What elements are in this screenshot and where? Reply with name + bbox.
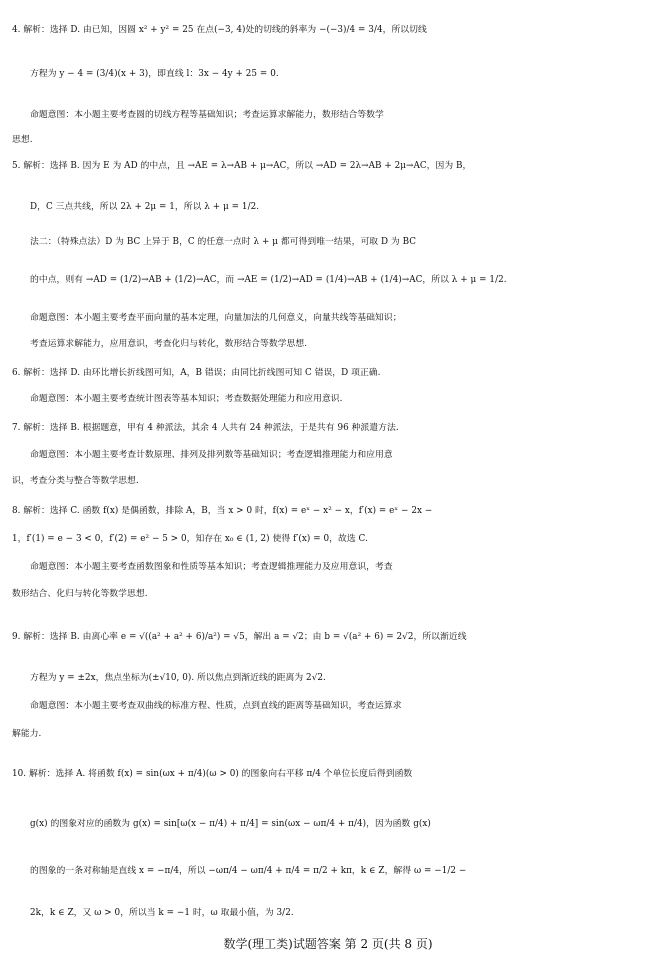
answer-line: 4. 解析：选择 D. 由已知，因圆 x² + y² = 25 在点(−3, 4)处的切线的斜率为 −(−3)/4 = 3/4，所以切线 xyxy=(12,25,427,35)
answer-line: 6. 解析：选择 D. 由环比增长折线图可知，A，B 错误；由同比折线图可知 C 错误，D 项正确. xyxy=(12,368,381,378)
page-footer: 数学(理工类)试题答案 第 2 页(共 8 页) xyxy=(223,937,433,951)
intent-line: 命题意图：本小题主要考查计数原理、排列及排列数等基础知识；考查逻辑推理能力和应用意 xyxy=(30,450,393,460)
answer-line: 的中点，则有 →AD = (1/2)→AB + (1/2)→AC，而 →AE = (1/2)→AD = (1/4)→AB + (1/4)→AC，所以 λ + μ = 1/2. xyxy=(30,275,507,285)
intent-line: 命题意图：本小题主要考查圆的切线方程等基础知识；考查运算求解能力，数形结合等数学 xyxy=(30,110,384,120)
answer-line: 方程为 y = ±2x，焦点坐标为(±√10, 0). 所以焦点到渐近线的距离为 2√2. xyxy=(30,673,326,683)
answer-line: 9. 解析：选择 B. 由离心率 e = √((a² + a² + 6)/a²) = √5，解出 a = √2；由 b = √(a² + 6) = 2√2，所以渐近线 xyxy=(12,632,467,642)
answer-line: 的图象的一条对称轴是直线 x = −π/4，所以 −ωπ/4 − ωπ/4 + π/4 = π/2 + kπ，k ∈ Z，解得 ω = −1/2 − xyxy=(30,866,467,876)
answer-line: 5. 解析：选择 B. 因为 E 为 AD 的中点，且 →AE = λ→AB + μ→AC，所以 →AD = 2λ→AB + 2μ→AC，因为 B， xyxy=(12,161,472,171)
intent-line: 解能力. xyxy=(12,729,42,739)
answer-line: g(x) 的图象对应的函数为 g(x) = sin[ω(x − π/4) + π/4] = sin(ωx − ωπ/4 + π/4)，因为函数 g(x) xyxy=(30,819,431,829)
intent-line: 命题意图：本小题主要考查统计图表等基本知识；考查数据处理能力和应用意识. xyxy=(30,394,343,404)
answer-line: 方程为 y − 4 = (3/4)(x + 3)，即直线 l：3x − 4y + 25 = 0. xyxy=(30,69,279,79)
answer-line: 2k，k ∈ Z，又 ω > 0，所以当 k = −1 时，ω 取最小值，为 3/2. xyxy=(30,908,294,918)
answer-line: 7. 解析：选择 B. 根据题意，甲有 4 种派法，其余 4 人共有 24 种派法，于是共有 96 种派遣方法. xyxy=(12,423,399,433)
intent-line: 数形结合、化归与转化等数学思想. xyxy=(12,589,148,599)
answer-line: 10. 解析：选择 A. 将函数 f(x) = sin(ωx + π/4)(ω > 0) 的图象向右平移 π/4 个单位长度后得到函数 xyxy=(12,769,413,779)
intent-line: 考查运算求解能力，应用意识，考查化归与转化，数形结合等数学思想. xyxy=(30,339,308,349)
intent-line: 命题意图：本小题主要考查平面向量的基本定理，向量加法的几何意义，向量共线等基础知识； xyxy=(30,313,402,323)
intent-line: 思想. xyxy=(12,135,33,145)
intent-line: 命题意图：本小题主要考查函数图象和性质等基本知识；考查逻辑推理能力及应用意识，考查 xyxy=(30,562,393,572)
answer-line: 法二：（特殊点法）D 为 BC 上异于 B，C 的任意一点时 λ + μ 都可得到唯一结果，可取 D 为 BC xyxy=(30,237,417,247)
answer-line: D，C 三点共线，所以 2λ + 2μ = 1，所以 λ + μ = 1/2. xyxy=(30,202,260,212)
answer-line: 8. 解析：选择 C. 函数 f(x) 是偶函数，排除 A，B，当 x > 0 时，f(x) = eˣ − x² − x，f′(x) = eˣ − 2x − xyxy=(12,506,433,516)
intent-line: 识，考查分类与整合等数学思想. xyxy=(12,476,139,486)
answer-line: 1，f′(1) = e − 3 < 0，f′(2) = e² − 5 > 0，知存在 x₀ ∈ (1, 2) 使得 f′(x) = 0，故选 C. xyxy=(12,534,368,544)
intent-line: 命题意图：本小题主要考查双曲线的标准方程、性质，点到直线的距离等基础知识，考查运算求 xyxy=(30,701,402,711)
